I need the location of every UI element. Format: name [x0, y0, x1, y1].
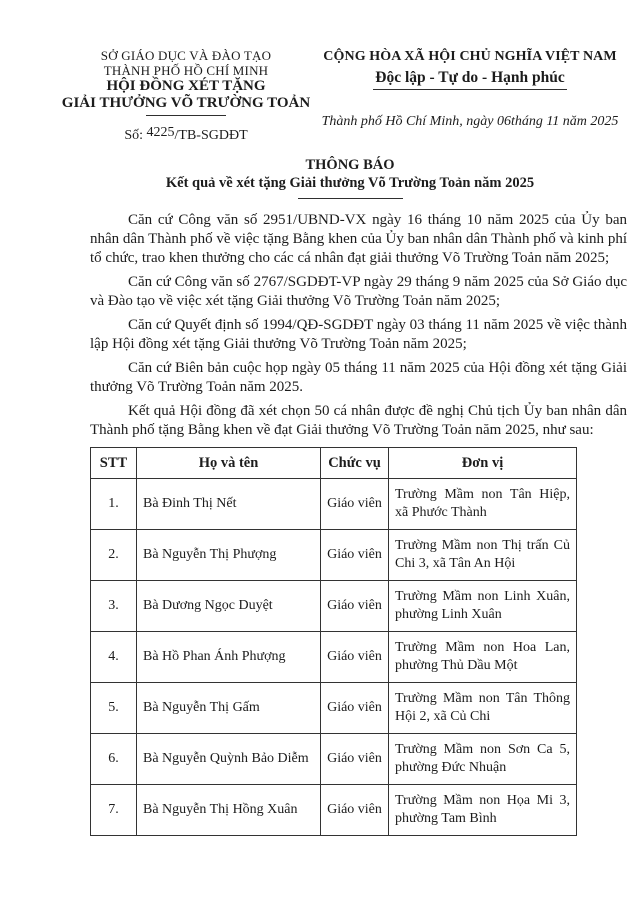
position-cell: Giáo viên [321, 632, 389, 683]
table-row [91, 632, 577, 683]
document-body [90, 211, 627, 836]
person-name-cell: Bà Nguyễn Thị Phượng [137, 530, 321, 581]
unit-cell: Trường Mầm non Hoa Lan, phường Thủ Dầu Một [389, 632, 577, 683]
table-row [91, 683, 577, 734]
row-number-cell: 7. [91, 785, 137, 836]
document-number-suffix: /TB-SGDĐT [174, 128, 248, 143]
row-number-cell: 3. [91, 581, 137, 632]
position-cell: Giáo viên [321, 530, 389, 581]
table-row [91, 530, 577, 581]
document-header [0, 0, 640, 156]
paragraph-legal-basis-2: Căn cứ Công văn số 2767/SGDĐT-VP ngày 29 tháng 9 năm 2025 của Sở Giáo dục và Đào tạo về việc xét tặng Giải thưởng Võ Trường Toản năm 2025; [90, 274, 627, 309]
position-cell: Giáo viên [321, 734, 389, 785]
table-row [91, 479, 577, 530]
paragraph-legal-basis-3: Căn cứ Quyết định số 1994/QĐ-SGDĐT ngày 03 tháng 11 năm 2025 về việc thành lập Hội đồng xét tặng Giải thưởng Võ Trường Toản năm 2025; [90, 317, 627, 352]
paragraph-legal-basis-1: Căn cứ Công văn số 2951/UBND-VX ngày 16 tháng 10 năm 2025 của Ủy ban nhân dân Thành phố về việc tặng Bằng khen của Ủy ban nhân dân Thành phố và kinh phí tổ chức, trao khen thưởng cho các cá nhân đạt giải thưởng Võ Trường Toản năm 2025; [90, 212, 627, 266]
person-name-cell: Bà Đinh Thị Nết [137, 479, 321, 530]
paragraph-result-summary: Kết quả Hội đồng đã xét chọn 50 cá nhân được đề nghị Chủ tịch Ủy ban nhân dân Thành phố tặng Bằng khen về đạt Giải thưởng Võ Trường Toản năm 2025, như sau: [90, 403, 627, 438]
column-header-name: Họ và tên [137, 448, 321, 479]
column-header-unit: Đơn vị [389, 448, 577, 479]
title-divider-line [298, 198, 403, 199]
award-table-body [91, 479, 577, 836]
position-cell: Giáo viên [321, 581, 389, 632]
document-number-value: 4225 [146, 125, 175, 140]
position-cell: Giáo viên [321, 785, 389, 836]
issuing-agency-block [50, 48, 322, 144]
person-name-cell: Bà Hồ Phan Ánh Phượng [137, 632, 321, 683]
award-recipients-table [90, 447, 577, 836]
document-subject-title: Kết quả về xét tặng Giải thưởng Võ Trường Toản năm 2025 [165, 175, 535, 191]
award-table-header [91, 448, 577, 479]
agency-divider-line [146, 115, 226, 116]
row-number-cell: 5. [91, 683, 137, 734]
agency-parent-line-2: THÀNH PHỐ HỒ CHÍ MINH [103, 63, 269, 78]
unit-cell: Trường Mầm non Thị trấn Củ Chi 3, xã Tân An Hội [389, 530, 577, 581]
motto-line: Độc lập - Tự do - Hạnh phúc [373, 67, 566, 90]
row-number-cell: 1. [91, 479, 137, 530]
person-name-cell: Bà Nguyễn Quỳnh Bảo Diễm [137, 734, 321, 785]
row-number-cell: 6. [91, 734, 137, 785]
document-number [50, 125, 322, 144]
table-row [91, 734, 577, 785]
header-row [91, 448, 577, 479]
row-number-cell: 2. [91, 530, 137, 581]
unit-cell: Trường Mầm non Tân Hiệp, xã Phước Thành [389, 479, 577, 530]
unit-cell: Trường Mầm non Sơn Ca 5, phường Đức Nhuận [389, 734, 577, 785]
person-name-cell: Bà Nguyễn Thị Hồng Xuân [137, 785, 321, 836]
position-cell: Giáo viên [321, 683, 389, 734]
row-number-cell: 4. [91, 632, 137, 683]
unit-cell: Trường Mầm non Họa Mi 3, phường Tam Bình [389, 785, 577, 836]
agency-name-line-2: GIẢI THƯỞNG VÕ TRƯỜNG TOẢN [61, 95, 311, 111]
column-header-stt: STT [91, 448, 137, 479]
national-name-line: CỘNG HÒA XÃ HỘI CHỦ NGHĨA VIỆT NAM [323, 49, 617, 64]
table-row [91, 785, 577, 836]
document-number-prefix: Số: [124, 128, 147, 143]
place-date-line: Thành phố Hồ Chí Minh, ngày 06tháng 11 năm 2025 [321, 114, 619, 129]
column-header-position: Chức vụ [321, 448, 389, 479]
person-name-cell: Bà Dương Ngọc Duyệt [137, 581, 321, 632]
agency-parent-line-1: SỞ GIÁO DỤC VÀ ĐÀO TẠO [100, 48, 272, 63]
unit-cell: Trường Mầm non Linh Xuân, phường Linh Xuân [389, 581, 577, 632]
unit-cell: Trường Mầm non Tân Thông Hội 2, xã Củ Chi [389, 683, 577, 734]
person-name-cell: Bà Nguyễn Thị Gấm [137, 683, 321, 734]
position-cell: Giáo viên [321, 479, 389, 530]
document-title-block [90, 156, 610, 199]
national-motto-block [320, 48, 620, 130]
document-type-title: THÔNG BÁO [305, 157, 395, 173]
table-row [91, 581, 577, 632]
paragraph-legal-basis-4: Căn cứ Biên bản cuộc họp ngày 05 tháng 11 năm 2025 của Hội đồng xét tặng Giải thưởng Võ Trường Toản năm 2025. [90, 360, 627, 395]
agency-name-line-1: HỘI ĐỒNG XÉT TẶNG [106, 78, 266, 94]
motto-line-wrap [320, 67, 620, 90]
